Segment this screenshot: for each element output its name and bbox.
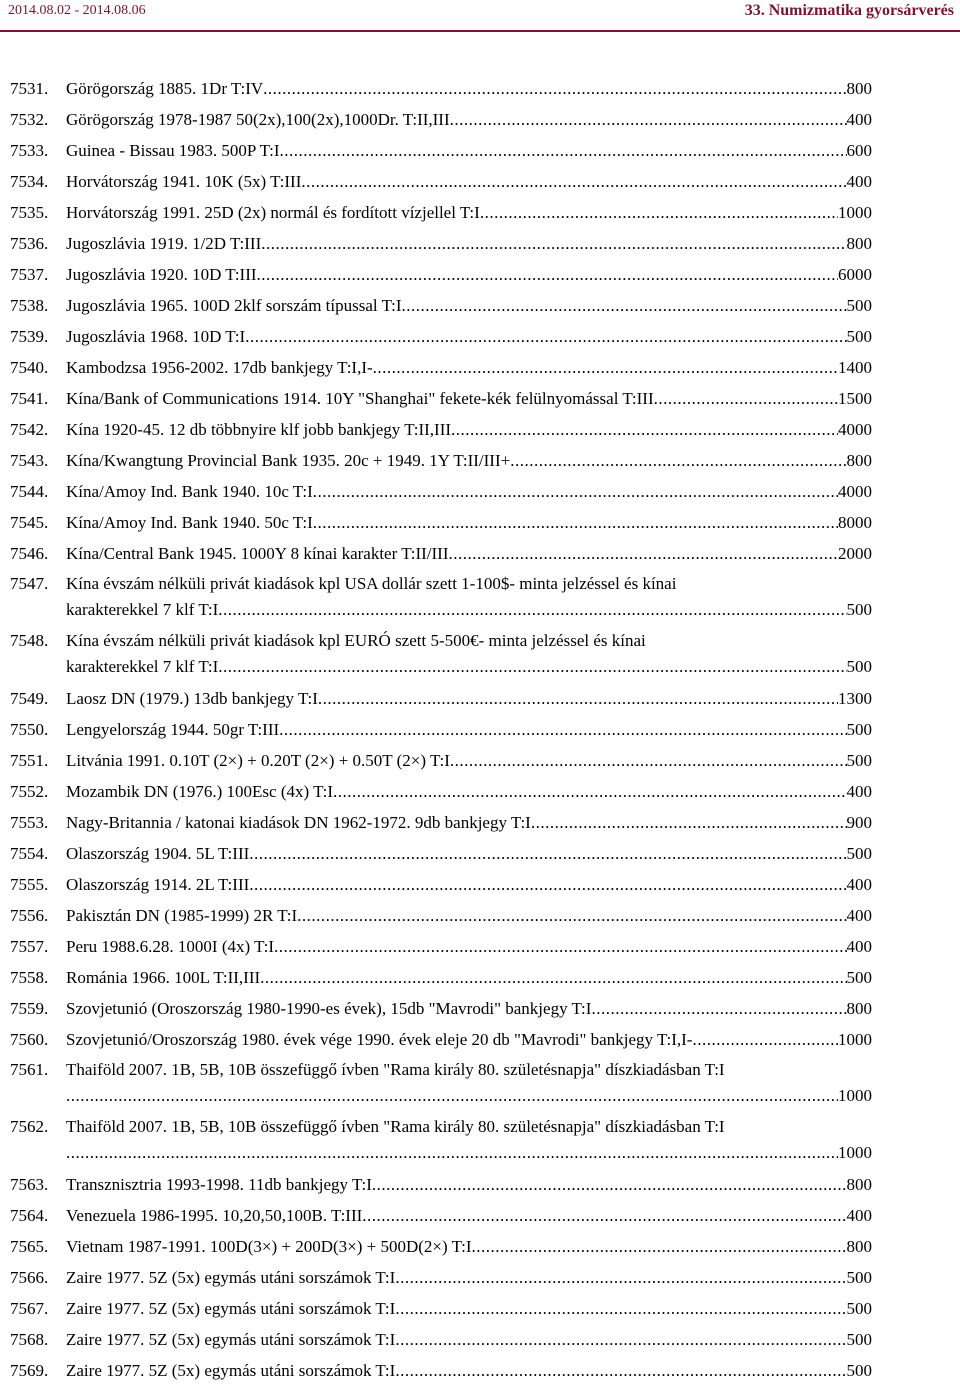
lot-item — [10, 166, 872, 197]
dot-leader — [249, 838, 846, 869]
lot-description: Horvátország 1991. 25D (2x) normál és fordított vízjellel T:I — [66, 203, 480, 222]
lot-description: Kína/Central Bank 1945. 1000Y 8 kínai karakter T:II/III — [66, 544, 449, 563]
dot-leader — [395, 1355, 846, 1386]
lot-line — [66, 1293, 872, 1324]
lot-starting-price: 800 — [846, 451, 872, 470]
dot-leader — [449, 538, 839, 569]
lot-description: Kína/Bank of Communications 1914. 10Y "Shanghai" fekete-kék felülnyomással T:III — [66, 389, 654, 408]
lot-starting-price: 1400 — [838, 358, 872, 377]
lot-number: 7537. — [10, 265, 49, 284]
lot-item — [10, 197, 872, 228]
dot-leader — [260, 962, 846, 993]
lot-line — [66, 1024, 872, 1055]
lot-description: Kambodzsa 1956-2002. 17db bankjegy T:I,I- — [66, 358, 373, 377]
lot-item — [10, 104, 872, 135]
dot-leader — [450, 104, 847, 135]
lot-line — [66, 538, 872, 569]
dot-leader — [274, 931, 846, 962]
lot-line — [66, 1324, 872, 1355]
lot-item — [10, 1112, 872, 1169]
lot-line — [66, 1262, 872, 1293]
lot-line — [66, 1083, 872, 1109]
lot-description: Kína évszám nélküli privát kiadások kpl EURÓ szett 5-500€- minta jelzéssel és kínai — [66, 631, 646, 650]
lot-description: Jugoszlávia 1965. 100D 2klf sorszám típussal T:I — [66, 296, 402, 315]
lot-item — [10, 1055, 872, 1112]
lot-item — [10, 931, 872, 962]
lot-item — [10, 1169, 872, 1200]
lot-line — [66, 290, 872, 321]
lot-description: Zaire 1977. 5Z (5x) egymás utáni sorszámok T:I — [66, 1361, 396, 1380]
lot-description: Thaiföld 2007. 1B, 5B, 10B összefüggő ívben "Rama király 80. születésnapja" díszkiadásban T:I — [66, 1117, 725, 1136]
lot-body — [66, 321, 872, 352]
dot-leader — [249, 869, 846, 900]
lot-number: 7544. — [10, 482, 49, 501]
lot-description: Laosz DN (1979.) 13db bankjegy T:I — [66, 689, 318, 708]
lot-body — [66, 290, 872, 321]
lot-starting-price: 500 — [846, 1330, 872, 1349]
header-date-range: 2014.08.02 - 2014.08.06 — [8, 3, 146, 18]
lot-body — [66, 683, 872, 714]
lot-line — [66, 352, 872, 383]
lot-body — [66, 993, 872, 1024]
lot-body — [66, 352, 872, 383]
lot-body — [66, 807, 872, 838]
lot-number: 7550. — [10, 720, 49, 739]
lot-description: Peru 1988.6.28. 1000I (4x) T:I — [66, 937, 275, 956]
lot-line — [66, 838, 872, 869]
lot-starting-price: 6000 — [838, 265, 872, 284]
lot-item — [10, 1200, 872, 1231]
lot-item — [10, 476, 872, 507]
lot-item — [10, 962, 872, 993]
lot-number: 7556. — [10, 906, 49, 925]
dot-leader — [591, 993, 846, 1024]
lot-description: Transznisztria 1993-1998. 11db bankjegy T:I — [66, 1175, 372, 1194]
lot-number: 7568. — [10, 1330, 49, 1349]
lot-number: 7565. — [10, 1237, 49, 1256]
lot-line — [66, 445, 872, 476]
lot-line — [66, 1231, 872, 1262]
lot-starting-price: 800 — [846, 1237, 872, 1256]
lot-line — [66, 135, 872, 166]
lot-body — [66, 838, 872, 869]
lot-description: Guinea - Bissau 1983. 500P T:I — [66, 141, 280, 160]
dot-leader — [373, 352, 838, 383]
lot-item — [10, 321, 872, 352]
lot-body — [66, 166, 872, 197]
lot-description: Jugoszlávia 1968. 10D T:I — [66, 327, 246, 346]
lot-line — [66, 683, 872, 714]
lot-item — [10, 1324, 872, 1355]
lot-line — [66, 654, 872, 680]
lot-line — [66, 507, 872, 538]
lot-starting-price: 4000 — [838, 482, 872, 501]
lot-starting-price: 400 — [846, 906, 872, 925]
dot-leader — [395, 1324, 846, 1355]
lot-description: Horvátország 1941. 10K (5x) T:III — [66, 172, 302, 191]
dot-leader — [692, 1024, 838, 1055]
lot-number: 7559. — [10, 999, 49, 1018]
lot-item — [10, 683, 872, 714]
lot-description: Kína évszám nélküli privát kiadások kpl USA dollár szett 1-100$- minta jelzéssel és kínai — [66, 574, 677, 593]
lot-number: 7562. — [10, 1117, 49, 1136]
lot-starting-price: 400 — [846, 782, 872, 801]
lot-item — [10, 538, 872, 569]
dot-leader — [66, 1140, 838, 1166]
lot-starting-price: 1300 — [838, 689, 872, 708]
header-title: 33. Numizmatika gyorsárverés — [744, 2, 954, 19]
dot-leader — [395, 1262, 846, 1293]
lot-line — [66, 993, 872, 1024]
lot-number: 7563. — [10, 1175, 49, 1194]
lot-body — [66, 1293, 872, 1324]
lot-description: Vietnam 1987-1991. 100D(3×) + 200D(3×) + 500D(2×) T:I — [66, 1237, 472, 1256]
lot-starting-price: 1000 — [838, 203, 872, 222]
lot-number: 7560. — [10, 1030, 49, 1049]
lot-line — [66, 197, 872, 228]
lot-starting-price: 400 — [846, 937, 872, 956]
lot-starting-price: 400 — [846, 1206, 872, 1225]
lot-item — [10, 73, 872, 104]
dot-leader — [313, 507, 838, 538]
lot-item — [10, 228, 872, 259]
lot-item — [10, 569, 872, 626]
lot-number: 7566. — [10, 1268, 49, 1287]
lot-number: 7548. — [10, 631, 49, 650]
lot-line — [66, 1355, 872, 1386]
lot-starting-price: 800 — [846, 1175, 872, 1194]
lot-number: 7551. — [10, 751, 49, 770]
dot-leader — [450, 745, 847, 776]
dot-leader — [301, 166, 846, 197]
lot-line — [66, 476, 872, 507]
lot-description: Mozambik DN (1976.) 100Esc (4x) T:I — [66, 782, 334, 801]
lot-item — [10, 352, 872, 383]
lot-number: 7546. — [10, 544, 49, 563]
lot-body — [66, 1324, 872, 1355]
lot-description-continued: karakterekkel 7 klf T:I — [66, 657, 219, 676]
lot-item — [10, 1293, 872, 1324]
lot-number: 7532. — [10, 110, 49, 129]
lot-starting-price: 400 — [846, 875, 872, 894]
dot-leader — [402, 290, 847, 321]
lot-starting-price: 400 — [846, 172, 872, 191]
lot-line — [66, 900, 872, 931]
lot-description: Kína 1920-45. 12 db többnyire klf jobb bankjegy T:II,III — [66, 420, 452, 439]
dot-leader — [333, 776, 846, 807]
lot-description: Görögország 1885. 1Dr T:IV — [66, 79, 264, 98]
dot-leader — [531, 807, 847, 838]
lot-description: Szovjetunió/Oroszország 1980. évek vége 1990. évek eleje 20 db "Mavrodi" bankjegy T:I,I- — [66, 1030, 693, 1049]
lot-description: Olaszország 1904. 5L T:III — [66, 844, 250, 863]
lot-item — [10, 900, 872, 931]
lot-starting-price: 500 — [846, 1299, 872, 1318]
lot-body — [66, 135, 872, 166]
lot-number: 7554. — [10, 844, 49, 863]
lot-body — [66, 228, 872, 259]
lot-line — [66, 597, 872, 623]
lot-body — [66, 73, 872, 104]
lot-item — [10, 869, 872, 900]
lot-number: 7543. — [10, 451, 49, 470]
lot-body — [66, 931, 872, 962]
lot-line — [66, 73, 872, 104]
lot-starting-price: 900 — [846, 813, 872, 832]
lot-description: Olaszország 1914. 2L T:III — [66, 875, 250, 894]
dot-leader — [261, 228, 846, 259]
dot-leader — [395, 1293, 846, 1324]
lot-number: 7553. — [10, 813, 49, 832]
lot-number: 7536. — [10, 234, 49, 253]
lot-body — [66, 1355, 872, 1386]
dot-leader — [280, 135, 847, 166]
dot-leader — [297, 900, 846, 931]
lot-body — [66, 745, 872, 776]
dot-leader — [318, 683, 838, 714]
lot-item — [10, 445, 872, 476]
lot-line — [66, 962, 872, 993]
lot-line — [66, 1169, 872, 1200]
lot-number: 7535. — [10, 203, 49, 222]
lot-item — [10, 993, 872, 1024]
lot-item — [10, 414, 872, 445]
lot-number: 7545. — [10, 513, 49, 532]
lot-description: Zaire 1977. 5Z (5x) egymás utáni sorszámok T:I — [66, 1330, 396, 1349]
lot-item — [10, 1231, 872, 1262]
lot-item — [10, 290, 872, 321]
lot-starting-price: 2000 — [838, 544, 872, 563]
lot-line — [66, 228, 872, 259]
lot-starting-price: 8000 — [838, 513, 872, 532]
lot-number: 7555. — [10, 875, 49, 894]
lot-starting-price: 500 — [846, 1361, 872, 1380]
lot-description: Jugoszlávia 1919. 1/2D T:III — [66, 234, 262, 253]
lot-body — [66, 1057, 872, 1109]
lot-body — [66, 571, 872, 623]
lot-starting-price: 500 — [846, 720, 872, 739]
lot-body — [66, 776, 872, 807]
lot-number: 7557. — [10, 937, 49, 956]
dot-leader — [245, 321, 846, 352]
lot-body — [66, 869, 872, 900]
lot-number: 7552. — [10, 782, 49, 801]
lot-item — [10, 838, 872, 869]
dot-leader — [472, 1231, 847, 1262]
lot-number: 7531. — [10, 79, 49, 98]
dot-leader — [654, 383, 838, 414]
lot-starting-price: 500 — [846, 968, 872, 987]
lot-starting-price: 500 — [846, 751, 872, 770]
lot-item — [10, 626, 872, 683]
dot-leader — [218, 597, 846, 623]
dot-leader — [510, 445, 846, 476]
lot-body — [66, 900, 872, 931]
lot-number: 7547. — [10, 574, 49, 593]
lot-description: Kína/Kwangtung Provincial Bank 1935. 20c + 1949. 1Y T:II/III+ — [66, 451, 511, 470]
lot-body — [66, 414, 872, 445]
lot-starting-price: 500 — [846, 844, 872, 863]
lot-starting-price: 600 — [846, 141, 872, 160]
lot-line — [66, 807, 872, 838]
lot-item — [10, 745, 872, 776]
lot-body — [66, 1114, 872, 1166]
lot-item — [10, 1262, 872, 1293]
dot-leader — [257, 259, 838, 290]
lot-number: 7569. — [10, 1361, 49, 1380]
lot-line — [66, 414, 872, 445]
lot-number: 7564. — [10, 1206, 49, 1225]
lot-starting-price: 500 — [846, 600, 872, 619]
dot-leader — [480, 197, 838, 228]
lot-item — [10, 259, 872, 290]
lot-line — [66, 931, 872, 962]
dot-leader — [263, 73, 846, 104]
lot-description: Litvánia 1991. 0.10T (2×) + 0.20T (2×) + 0.50T (2×) T:I — [66, 751, 450, 770]
dot-leader — [451, 414, 838, 445]
lot-line — [66, 1140, 872, 1166]
lot-body — [66, 962, 872, 993]
lot-description: Thaiföld 2007. 1B, 5B, 10B összefüggő ívben "Rama király 80. születésnapja" díszkiadásban T:I — [66, 1060, 725, 1079]
lot-starting-price: 500 — [846, 327, 872, 346]
lot-description: Szovjetunió (Oroszország 1980-1990-es évek), 15db "Mavrodi" bankjegy T:I — [66, 999, 592, 1018]
lot-number: 7539. — [10, 327, 49, 346]
lot-line — [66, 1200, 872, 1231]
lot-starting-price: 1000 — [838, 1086, 872, 1105]
lot-item — [10, 383, 872, 414]
lot-starting-price: 800 — [846, 234, 872, 253]
lot-number: 7540. — [10, 358, 49, 377]
lot-starting-price: 1000 — [838, 1030, 872, 1049]
lot-body — [66, 383, 872, 414]
lot-description: Lengyelország 1944. 50gr T:III — [66, 720, 280, 739]
lot-number: 7549. — [10, 689, 49, 708]
lot-number: 7538. — [10, 296, 49, 315]
lot-body — [66, 1231, 872, 1262]
lot-body — [66, 259, 872, 290]
lot-description: Jugoszlávia 1920. 10D T:III — [66, 265, 257, 284]
lot-list — [10, 73, 872, 1386]
lot-line — [66, 259, 872, 290]
lot-line — [66, 166, 872, 197]
page-header — [0, 0, 960, 32]
lot-number: 7558. — [10, 968, 49, 987]
dot-leader — [66, 1083, 838, 1109]
lot-description: Görögország 1978-1987 50(2x),100(2x),1000Dr. T:II,III — [66, 110, 450, 129]
dot-leader — [362, 1200, 846, 1231]
lot-starting-price: 1500 — [838, 389, 872, 408]
lot-number: 7534. — [10, 172, 49, 191]
lot-body — [66, 1200, 872, 1231]
lot-number: 7533. — [10, 141, 49, 160]
lot-description: Zaire 1977. 5Z (5x) egymás utáni sorszámok T:I — [66, 1299, 396, 1318]
lot-body — [66, 1262, 872, 1293]
dot-leader — [372, 1169, 847, 1200]
lot-starting-price: 500 — [846, 657, 872, 676]
lot-item — [10, 1355, 872, 1386]
lot-body — [66, 1169, 872, 1200]
lot-line — [66, 869, 872, 900]
lot-item — [10, 135, 872, 166]
lot-body — [66, 714, 872, 745]
lot-line — [66, 745, 872, 776]
lot-body — [66, 538, 872, 569]
lot-description: Kína/Amoy Ind. Bank 1940. 50c T:I — [66, 513, 313, 532]
lot-body — [66, 1024, 872, 1055]
lot-line — [66, 383, 872, 414]
lot-item — [10, 776, 872, 807]
lot-number: 7567. — [10, 1299, 49, 1318]
lot-body — [66, 197, 872, 228]
lot-number: 7542. — [10, 420, 49, 439]
lot-description: Kína/Amoy Ind. Bank 1940. 10c T:I — [66, 482, 313, 501]
dot-leader — [313, 476, 838, 507]
lot-description: Venezuela 1986-1995. 10,20,50,100B. T:III — [66, 1206, 363, 1225]
lot-starting-price: 800 — [846, 999, 872, 1018]
lot-starting-price: 4000 — [838, 420, 872, 439]
lot-item — [10, 714, 872, 745]
lot-starting-price: 1000 — [838, 1143, 872, 1162]
lot-body — [66, 104, 872, 135]
lot-body — [66, 445, 872, 476]
lot-description-continued: karakterekkel 7 klf T:I — [66, 600, 219, 619]
lot-starting-price: 400 — [846, 110, 872, 129]
lot-line — [66, 714, 872, 745]
dot-leader — [279, 714, 846, 745]
lot-description: Nagy-Britannia / katonai kiadások DN 1962-1972. 9db bankjegy T:I — [66, 813, 531, 832]
lot-item — [10, 807, 872, 838]
lot-number: 7541. — [10, 389, 49, 408]
lot-item — [10, 1024, 872, 1055]
dot-leader — [218, 654, 846, 680]
lot-body — [66, 628, 872, 680]
lot-line — [66, 321, 872, 352]
lot-line — [66, 776, 872, 807]
lot-line — [66, 104, 872, 135]
lot-starting-price: 500 — [846, 296, 872, 315]
lot-description: Románia 1966. 100L T:II,III — [66, 968, 261, 987]
lot-starting-price: 800 — [846, 79, 872, 98]
lot-body — [66, 507, 872, 538]
lot-number: 7561. — [10, 1060, 49, 1079]
lot-description: Pakisztán DN (1985-1999) 2R T:I — [66, 906, 298, 925]
lot-body — [66, 476, 872, 507]
lot-item — [10, 507, 872, 538]
lot-description: Zaire 1977. 5Z (5x) egymás utáni sorszámok T:I — [66, 1268, 396, 1287]
lot-starting-price: 500 — [846, 1268, 872, 1287]
